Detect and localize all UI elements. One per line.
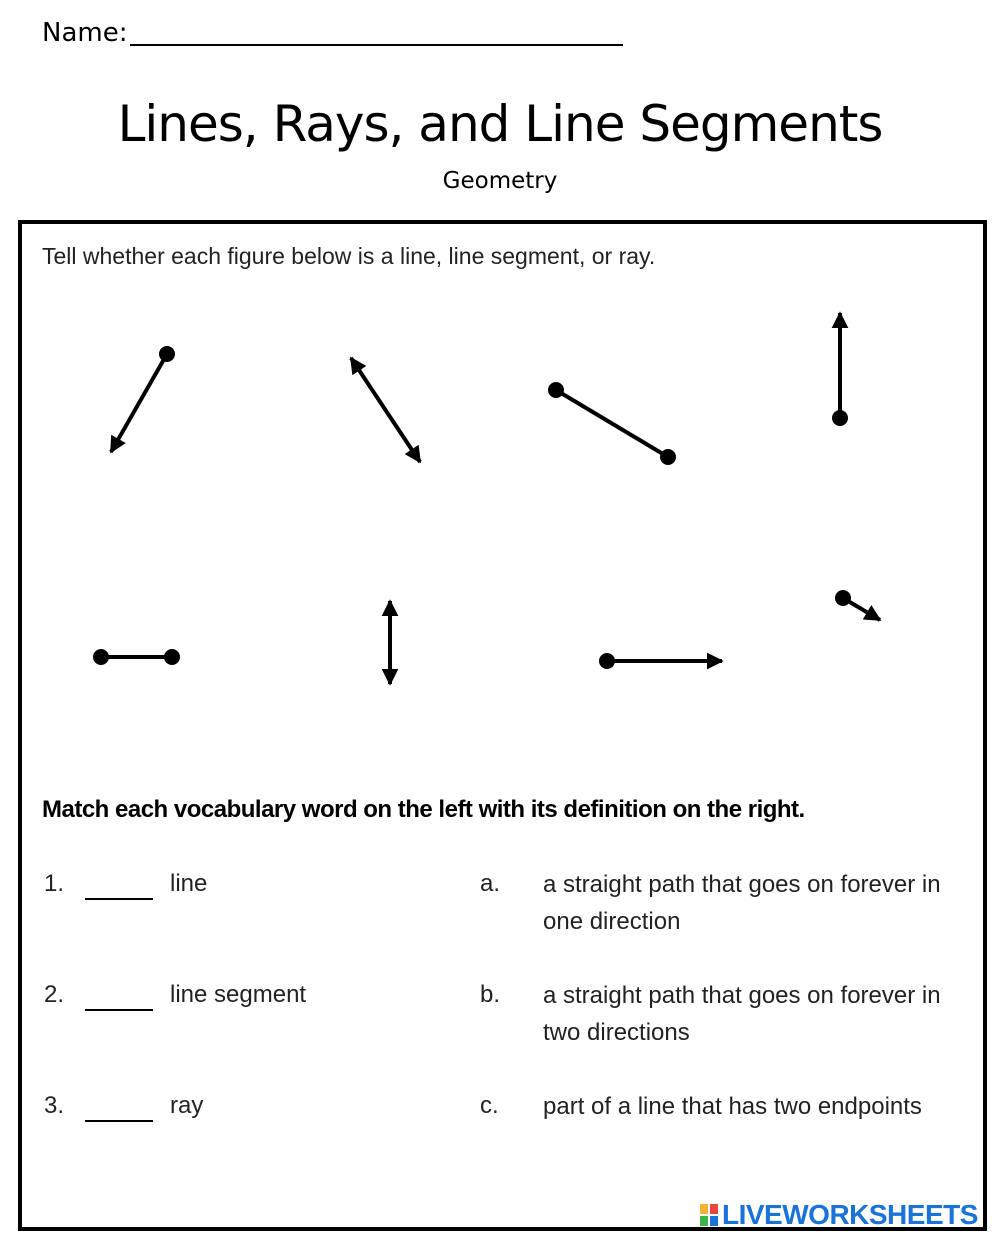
word-number-3: 3. (44, 1092, 65, 1119)
definition-c: part of a line that has two endpoints (543, 1093, 922, 1120)
liveworksheets-logo-icon (700, 1204, 718, 1226)
page-subtitle: Geometry (442, 168, 558, 194)
answer-blank-1[interactable] (85, 898, 153, 900)
definition-a: a straight path that goes on forever in one direction (543, 871, 941, 935)
figure-8-ray[interactable] (835, 590, 880, 620)
word-number-1: 1. (44, 870, 65, 897)
figure-2-line[interactable] (351, 358, 420, 462)
definition-letter-a: a. (480, 870, 501, 897)
name-label: Name: (42, 18, 128, 48)
word-1: line (170, 870, 208, 897)
word-3: ray (170, 1092, 204, 1119)
definition-letter-b: b. (480, 981, 501, 1008)
liveworksheets-brand[interactable]: LIVEWORKSHEETS (722, 1199, 978, 1230)
figure-7-ray[interactable] (599, 653, 722, 669)
part2-instruction: Match each vocabulary word on the left with its definition on the right. (42, 796, 805, 823)
definition-letter-c: c. (480, 1092, 499, 1119)
part1-instruction: Tell whether each figure below is a line, line segment, or ray. (42, 243, 656, 269)
figure-3-segment[interactable] (548, 382, 676, 465)
page-title: Lines, Rays, and Line Segments (117, 95, 883, 153)
answer-blank-2[interactable] (85, 1009, 153, 1011)
word-2: line segment (170, 981, 307, 1008)
figure-4-ray[interactable] (832, 313, 848, 426)
figure-5-segment[interactable] (93, 649, 180, 665)
figure-1-ray[interactable] (111, 346, 175, 452)
definition-b: a straight path that goes on forever in two directions (543, 982, 941, 1046)
answer-blank-3[interactable] (85, 1120, 153, 1122)
word-number-2: 2. (44, 981, 65, 1008)
